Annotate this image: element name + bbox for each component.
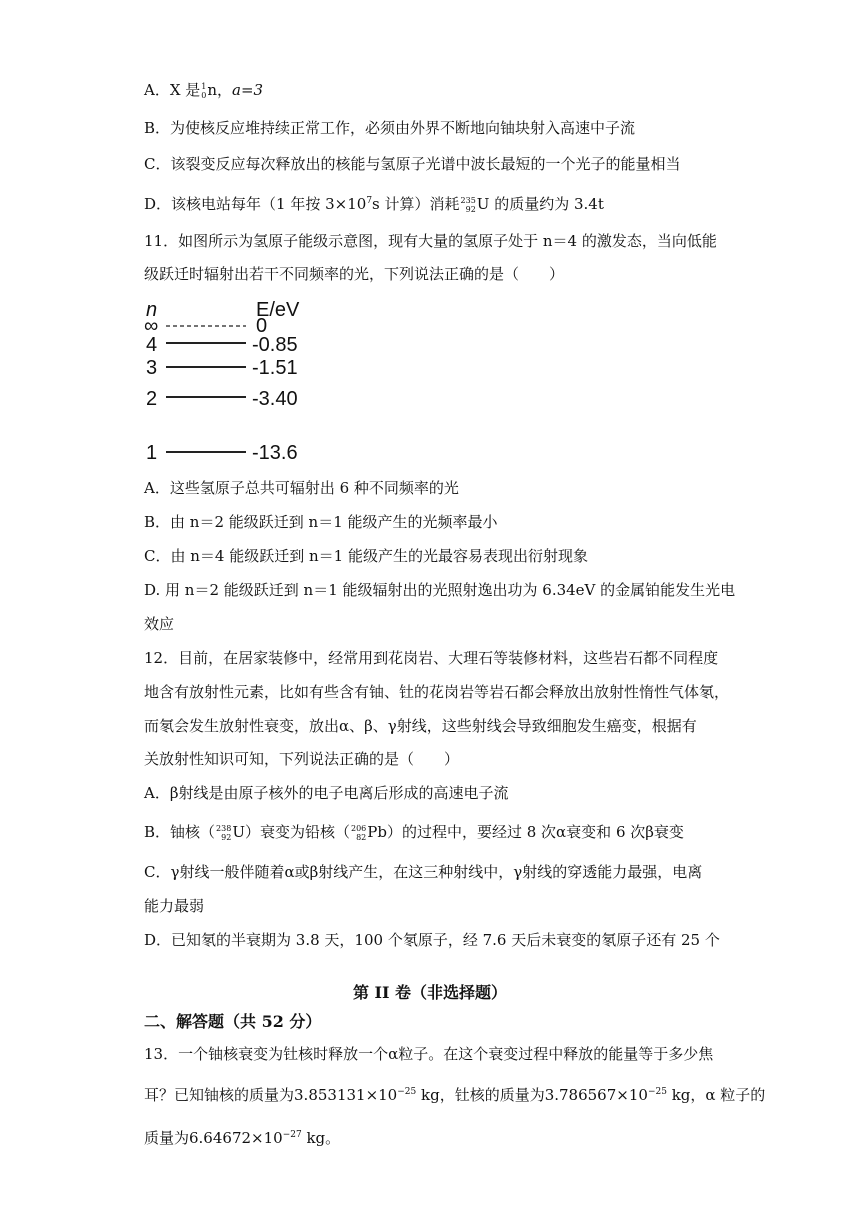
q12-option-c-line-2: 能力最弱: [144, 897, 205, 915]
q12-stem-line-2: 地含有放射性元素，比如有些含有铀、钍的花岗岩等岩石都会释放出放射性惰性气体氡，: [144, 683, 730, 701]
n-axis-header: n: [146, 299, 158, 321]
energy-level-diagram: [144, 296, 344, 466]
part-2-heading: 第 II 卷（非选择题）: [352, 983, 508, 1002]
level-n-infinity: ∞: [144, 315, 159, 337]
level-e-3: -1.51: [252, 357, 298, 379]
q12-option-b: B．铀核（ 238 92 U）衰变为铅核（ 206 82 Pb）的过程中，要经过 8 次α衰变和 6 次β衰变: [144, 823, 684, 842]
level-e-infinity: 0: [256, 315, 268, 337]
q10-option-b: B．为使核反应堆持续正常工作，必须由外界不断地向铀块射入高速中子流: [144, 119, 636, 137]
q10-option-a: A．X 是 1 0 n，a=3: [144, 81, 264, 100]
q11-option-a: A．这些氢原子总共可辐射出 6 种不同频率的光: [144, 479, 459, 497]
q12-option-c-line-1: C．γ射线一般伴随着α或β射线产生，在这三种射线中，γ射线的穿透能力最强，电离: [144, 863, 703, 881]
section-heading: 二、解答题（共 52 分）: [144, 1012, 322, 1031]
q13-line-1: 13．一个铀核衰变为钍核时释放一个α粒子。在这个衰变过程中释放的能量等于多少焦: [144, 1045, 714, 1063]
q11-option-c: C．由 n＝4 能级跃迁到 n＝1 能级产生的光最容易表现出衍射现象: [144, 547, 588, 565]
uranium-238-notation: 238 92: [216, 824, 232, 842]
q11-option-d-line-1: D. 用 n＝2 能级跃迁到 n＝1 能级辐射出的光照射逸出功为 6.34eV 的金属铂能发生光电: [144, 581, 736, 599]
level-n-2: 2: [146, 388, 158, 410]
q12-stem-line-4: 关放射性知识可知，下列说法正确的是（ ）: [144, 750, 460, 768]
q12-option-a: A．β射线是由原子核外的电子电离后形成的高速电子流: [144, 784, 509, 802]
q12-option-d: D．已知氡的半衰期为 3.8 天，100 个氡原子，经 7.6 天后未衰变的氡原子还有 25 个: [144, 931, 720, 949]
level-e-1: -13.6: [252, 442, 298, 464]
uranium-isotope-notation: 235 92: [460, 196, 476, 214]
q11-stem-line-1: 11．如图所示为氢原子能级示意图，现有大量的氢原子处于 n＝4 的激发态，当向低能: [144, 232, 717, 250]
q11-stem-line-2: 级跃迁时辐射出若干不同频率的光，下列说法正确的是（ ）: [144, 265, 565, 283]
energy-axis-header: E/eV: [256, 299, 300, 321]
level-e-2: -3.40: [252, 388, 298, 410]
lead-206-notation: 206 82: [350, 824, 367, 842]
level-n-3: 3: [146, 357, 158, 379]
q11-option-d-line-2: 效应: [144, 615, 175, 633]
q11-option-b: B．由 n＝2 能级跃迁到 n＝1 能级产生的光频率最小: [144, 513, 498, 531]
q13-line-3: 质量为$6.64672\times 10^{-27}$ kg。: [144, 1129, 341, 1147]
level-n-4: 4: [146, 334, 158, 356]
level-n-1: 1: [146, 442, 158, 464]
neutron-isotope-notation: 1 0: [201, 82, 207, 100]
q12-stem-line-1: 12．目前，在居家装修中，经常用到花岗岩、大理石等装修材料，这些岩石都不同程度: [144, 649, 719, 667]
level-e-4: -0.85: [252, 334, 298, 356]
q10-option-d: D．该核电站每年（1 年按 $3\times 10^7s$ 计算）消耗 235 92 U 的质量约为 3.4t: [144, 195, 604, 214]
q10-option-c: C．该裂变反应每次释放出的核能与氢原子光谱中波长最短的一个光子的能量相当: [144, 155, 681, 173]
q13-line-2: 耳？已知铀核的质量为$3.853131\times 10^{-25}$ kg，钍核的质量为$3.786567\times 10^{-25}$ kg，α 粒子的: [144, 1086, 766, 1104]
q12-stem-line-3: 而氡会发生放射性衰变，放出α、β、γ射线，这些射线会导致细胞发生癌变，根据有: [144, 717, 697, 735]
q10-option-a-prefix: A．X 是: [144, 81, 201, 99]
